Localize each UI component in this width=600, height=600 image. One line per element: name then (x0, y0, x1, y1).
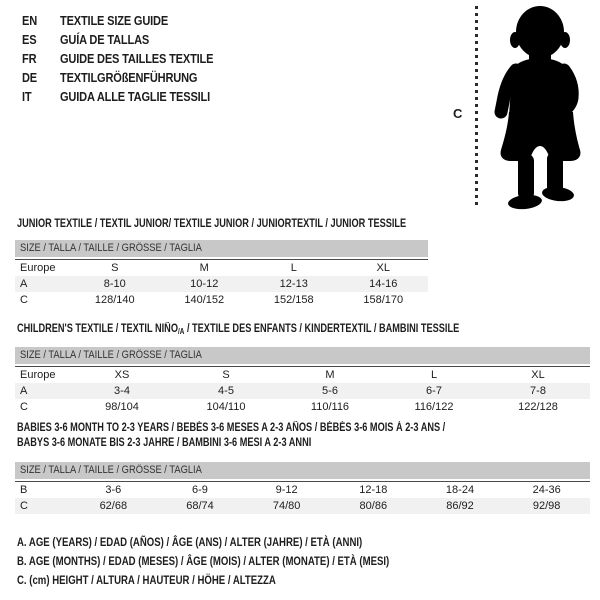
babies-title-line2: BABYS 3-6 MONATE BIS 2-3 JAHRE / BAMBINI 3-6 MESI A 2-3 ANNI (17, 437, 312, 449)
size-header-bar (15, 347, 590, 364)
language-label: TEXTILE SIZE GUIDE (60, 13, 169, 28)
size-cell: XL (376, 262, 390, 274)
language-code: ES (22, 32, 37, 47)
months-cell: 24-36 (532, 484, 561, 496)
row-label: C (20, 401, 28, 413)
row-label: Europe (20, 262, 56, 274)
language-row-es (22, 30, 240, 49)
size-header-bar (15, 462, 590, 479)
size-cell: M (199, 262, 209, 274)
children-size-table (15, 347, 590, 415)
size-cell: M (325, 369, 335, 381)
size-header-text: SIZE / TALLA / TAILLE / GRÖSSE / TAGLIA (20, 349, 202, 361)
junior-size-table (15, 240, 428, 308)
height-cell: 116/122 (414, 401, 454, 413)
table-row-age (15, 383, 590, 399)
table-row-height (15, 498, 590, 514)
language-row-en (22, 11, 240, 30)
babies-table-title (17, 421, 552, 451)
size-header-bar (15, 240, 428, 257)
age-cell: 12-13 (279, 278, 308, 290)
months-cell: 9-12 (275, 484, 298, 496)
language-label: GUIDE DES TAILLES TEXTILE (60, 51, 214, 66)
age-cell: 8-10 (103, 278, 126, 290)
height-cell: 68/74 (186, 500, 214, 512)
months-cell: 18-24 (445, 484, 475, 496)
footnote-age-months: B. AGE (MONTHS) / EDAD (MESES) / ÂGE (MOIS) / ALTER (MONATE) / ETÀ (MESI) (17, 554, 390, 568)
size-header-text: SIZE / TALLA / TAILLE / GRÖSSE / TAGLIA (20, 464, 202, 476)
size-cell: XL (531, 369, 545, 381)
row-label: B (20, 484, 28, 496)
height-cell: 74/80 (272, 500, 301, 512)
table-row-height (15, 399, 590, 415)
height-cell: 98/104 (105, 401, 139, 413)
table-row-height (15, 292, 428, 308)
row-label: A (20, 385, 28, 397)
age-cell: 14-16 (369, 278, 398, 290)
language-code: DE (22, 70, 38, 85)
children-table-title (17, 322, 570, 339)
language-code: FR (22, 51, 37, 66)
height-cell: 158/170 (363, 294, 404, 306)
junior-title-text: JUNIOR TEXTILE / TEXTIL JUNIOR/ TEXTILE JUNIOR / JUNIORTEXTIL / JUNIOR TESSILE (17, 218, 407, 230)
language-code: EN (22, 13, 38, 28)
months-cell: 6-9 (192, 484, 208, 496)
table-row-europe (15, 259, 428, 276)
table-row-europe (15, 366, 590, 383)
height-cell: 152/158 (273, 294, 314, 306)
height-cell: 122/128 (518, 401, 558, 413)
age-cell: 6-7 (426, 385, 442, 397)
size-cell: S (111, 262, 119, 274)
height-c-label: C (453, 106, 463, 121)
junior-table-title (17, 217, 503, 232)
height-cell: 140/152 (184, 294, 225, 306)
height-cell: 62/68 (99, 500, 128, 512)
row-label: Europe (20, 369, 56, 381)
table-row-age (15, 276, 428, 292)
children-title-sub: /A (177, 327, 185, 336)
height-cell: 80/86 (359, 500, 388, 512)
size-cell: S (222, 369, 230, 381)
legend-footnotes (17, 533, 482, 590)
months-cell: 3-6 (105, 484, 122, 496)
language-row-it (22, 87, 240, 106)
babies-title-line1: BABIES 3-6 MONTH TO 2-3 YEARS / BEBÉS 3-6 MESES A 2-3 AÑOS / BÉBÉS 3-6 MOIS À 2-3 ANS / (17, 422, 446, 434)
children-title-text: CHILDREN'S TEXTILE / TEXTIL $NIÑO_{/A}$ / TEXTILE DES ENFANTS / KINDERTEXTIL / BAMBINI TESSILE (17, 323, 460, 336)
language-label: TEXTILGRÖßENFÜHRUNG (60, 70, 198, 85)
language-label: GUIDA ALLE TAGLIE TESSILI (60, 89, 211, 104)
size-cell: XS (114, 369, 130, 381)
age-cell: 7-8 (530, 385, 546, 397)
height-cell: 92/98 (532, 500, 561, 512)
height-cell: 104/110 (206, 401, 246, 413)
babies-size-table (15, 462, 590, 514)
language-code: IT (22, 89, 32, 104)
size-cell: L (430, 369, 438, 381)
months-cell: 12-18 (359, 484, 388, 496)
language-row-de (22, 68, 240, 87)
age-cell: 4-5 (218, 385, 234, 397)
row-label: C (20, 500, 28, 512)
language-label: GUÍA DE TALLAS (60, 32, 150, 47)
baby-silhouette-icon (485, 4, 597, 210)
language-row-fr (22, 49, 240, 68)
size-header-text: SIZE / TALLA / TAILLE / GRÖSSE / TAGLIA (20, 242, 202, 254)
age-cell: 10-12 (190, 278, 219, 290)
table-row-months (15, 481, 590, 498)
footnote-age-years: A. AGE (YEARS) / EDAD (AÑOS) / ÂGE (ANS) / ALTER (JAHRE) / ETÀ (ANNI) (17, 535, 363, 549)
language-guide-block (22, 11, 240, 106)
size-cell: L (290, 262, 297, 274)
height-cell: 128/140 (94, 294, 135, 306)
age-cell: 5-6 (322, 385, 338, 397)
height-dotted-line (475, 6, 478, 206)
row-label: C (20, 294, 28, 306)
age-cell: 3-4 (114, 385, 130, 397)
row-label: A (20, 278, 28, 290)
height-cell: 110/116 (310, 401, 350, 413)
height-cell: 86/92 (446, 500, 474, 512)
footnote-height-cm: C. (cm) HEIGHT / ALTURA / HAUTEUR / HÖHE / ALTEZZA (17, 573, 276, 587)
